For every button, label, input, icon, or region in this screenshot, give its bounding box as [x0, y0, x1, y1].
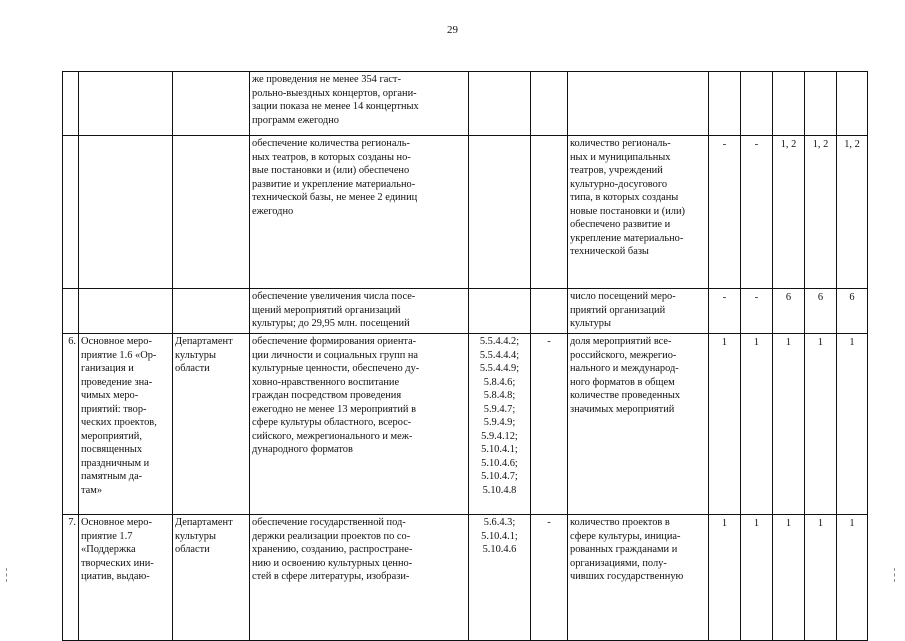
row-number — [63, 289, 79, 334]
expected-result-line: дународного форматов — [252, 444, 353, 455]
measure-name-line: Основное меро- — [81, 517, 152, 528]
expected-result-line: программ ежегодно — [252, 114, 339, 126]
indicator-line: доля мероприятий все- — [570, 336, 672, 347]
expected-result-line: ежегодно — [252, 205, 294, 217]
expected-result-line: граждан посредством проведения — [252, 390, 402, 401]
indicator-line: укрепление материально- — [570, 232, 684, 244]
program-codes-line: 5.10.4.1; — [481, 444, 518, 455]
expected-result-line: обеспечение государственной под- — [252, 517, 406, 528]
indicator-line: сфере культуры, инициа- — [570, 530, 681, 542]
column-6-value — [531, 136, 568, 289]
expected-result-line: щений мероприятий организаций — [252, 304, 401, 316]
program-codes-line: 5.8.4.8; — [483, 390, 516, 401]
row-number: 7. — [63, 515, 79, 641]
indicator-value-v5 — [837, 72, 868, 136]
indicator-value-v5: 6 — [837, 289, 868, 334]
program-codes-line: 5.9.4.9; — [483, 417, 516, 428]
indicator-line: типа, в которых созданы — [570, 192, 679, 203]
measure-name — [79, 289, 173, 334]
executor — [173, 515, 250, 641]
program-codes-line: 5.10.4.1; — [481, 530, 518, 542]
expected-result-line: сфере культуры областного, всерос- — [252, 417, 412, 428]
indicator-value-v5: 1 — [837, 334, 868, 515]
program-codes-line: 5.10.4.6 — [482, 544, 517, 555]
program-codes-line: 5.5.4.4.4; — [479, 349, 520, 361]
measure-name-line: там» — [81, 484, 103, 496]
measure-name-line: творческих ини- — [81, 557, 154, 569]
expected-result-line: культуры; до 29,95 млн. посещений — [252, 318, 410, 329]
measure-name-line: приятий: твор- — [81, 403, 147, 415]
indicator-line: технической базы — [570, 246, 649, 257]
indicator-line: новые постановки и (или) — [570, 205, 686, 217]
indicator-value-v3: 1, 2 — [773, 136, 805, 289]
indicator-value-v5: 1, 2 — [837, 136, 868, 289]
executor — [173, 72, 250, 136]
expected-result-line: зации показа не менее 14 концертных — [252, 101, 419, 112]
indicator-value-v4: 6 — [805, 289, 837, 334]
program-codes-line: 5.8.4.6; — [483, 376, 516, 388]
indicator — [568, 334, 709, 515]
expected-result-line: стей в сфере литературы, изобрази- — [252, 571, 410, 582]
indicator-line: российского, межрегио- — [570, 349, 677, 361]
indicator-line: значимых мероприятий — [570, 403, 675, 415]
program-codes — [469, 515, 531, 641]
indicator-value-v3: 1 — [773, 334, 805, 515]
measures-table — [62, 71, 868, 641]
program-codes — [469, 289, 531, 334]
indicator-value-v1 — [709, 72, 741, 136]
expected-result-line: обеспечение формирования ориента- — [252, 336, 417, 347]
measure-name-line: Основное меро- — [81, 336, 152, 347]
executor-line: Департамент — [175, 336, 233, 347]
indicator-value-v2: 1 — [741, 334, 773, 515]
binding-mark-left — [6, 568, 11, 582]
measure-name-line: ческих проектов, — [81, 417, 157, 428]
expected-result-line: хранению, созданию, распростране- — [252, 544, 413, 555]
indicator-value-v3: 6 — [773, 289, 805, 334]
indicator-line: театров, учреждений — [570, 165, 663, 176]
expected-result — [250, 334, 469, 515]
indicator — [568, 136, 709, 289]
indicator-line: чивших государственную — [570, 571, 684, 582]
program-codes-line: 5.10.4.8 — [482, 484, 517, 496]
measure-name — [79, 72, 173, 136]
expected-result-line: держки реализации проектов по со- — [252, 530, 411, 542]
measure-name-line: мероприятий, — [81, 430, 142, 442]
indicator-value-v4: 1, 2 — [805, 136, 837, 289]
indicator-line: количество проектов в — [570, 517, 670, 528]
expected-result-line: развитие и укрепление материально- — [252, 178, 416, 190]
measure-name-line: посвященных — [81, 444, 143, 455]
executor-line: области — [175, 363, 210, 374]
measure-name-line: «Поддержка — [81, 544, 136, 555]
expected-result-line: рольно-выездных концертов, органи- — [252, 87, 417, 99]
expected-result — [250, 289, 469, 334]
table-row — [63, 136, 868, 289]
measure-name-line: проведение зна- — [81, 376, 153, 388]
expected-result-line: культурные ценности, обеспечено ду- — [252, 363, 420, 374]
measure-name — [79, 515, 173, 641]
row-number — [63, 72, 79, 136]
indicator — [568, 289, 709, 334]
program-codes-line: 5.5.4.4.9; — [479, 363, 520, 374]
program-codes-line: 5.6.4.3; — [483, 517, 516, 528]
expected-result-line: ных театров, в которых созданы но- — [252, 151, 411, 163]
measure-name-line: чимых меро- — [81, 390, 139, 401]
program-codes-line: 5.10.4.6; — [481, 457, 518, 469]
expected-result — [250, 515, 469, 641]
executor — [173, 136, 250, 289]
program-codes — [469, 72, 531, 136]
indicator-value-v2: - — [741, 289, 773, 334]
expected-result-line: сийского, межрегионального и меж- — [252, 430, 413, 442]
measure-name-line: циатив, выдаю- — [81, 571, 150, 582]
executor — [173, 334, 250, 515]
indicator-line: организациями, полу- — [570, 557, 667, 569]
expected-result-line: ции личности и социальных групп на — [252, 349, 419, 361]
program-codes-line: 5.9.4.7; — [483, 403, 516, 415]
indicator-value-v5: 1 — [837, 515, 868, 641]
indicator-value-v3: 1 — [773, 515, 805, 641]
table-row — [63, 515, 868, 641]
expected-result-line: обеспечение количества региональ- — [252, 138, 410, 149]
program-codes — [469, 334, 531, 515]
expected-result-line: же проведения не менее 354 гаст- — [252, 74, 401, 85]
measure-name — [79, 136, 173, 289]
program-codes-line: 5.9.4.12; — [481, 430, 518, 442]
expected-result — [250, 136, 469, 289]
indicator — [568, 515, 709, 641]
expected-result-line: обеспечение увеличения числа посе- — [252, 291, 416, 302]
program-codes-line: 5.10.4.7; — [481, 471, 518, 482]
indicator-line: рованных гражданами и — [570, 544, 678, 555]
indicator-value-v2 — [741, 72, 773, 136]
indicator-value-v4: 1 — [805, 334, 837, 515]
expected-result-line: ховно-нравственного воспитание — [252, 376, 400, 388]
measure-name-line: приятие 1.7 — [81, 530, 133, 542]
table-row — [63, 72, 868, 136]
measure-name-line: памятным да- — [81, 471, 143, 482]
row-number: 6. — [63, 334, 79, 515]
column-6-value: - — [531, 515, 568, 641]
indicator-value-v3 — [773, 72, 805, 136]
indicator-value-v1: 1 — [709, 515, 741, 641]
executor-line: культуры — [175, 530, 216, 542]
row-number — [63, 136, 79, 289]
expected-result-line: вые постановки и (или) обеспечено — [252, 165, 410, 176]
measure-name-line: ганизация и — [81, 363, 134, 374]
column-6-value — [531, 289, 568, 334]
expected-result-line: технической базы, не менее 2 единиц — [252, 192, 418, 203]
indicator-line: количестве проведенных — [570, 390, 681, 401]
binding-mark-right — [894, 568, 899, 582]
column-6-value: - — [531, 334, 568, 515]
executor-line: Департамент — [175, 517, 233, 528]
indicator-value-v4: 1 — [805, 515, 837, 641]
indicator-value-v4 — [805, 72, 837, 136]
expected-result-line: нию и освоению культурных ценно- — [252, 557, 413, 569]
expected-result-line: ежегодно не менее 13 мероприятий в — [252, 403, 416, 415]
measure-name — [79, 334, 173, 515]
expected-result — [250, 72, 469, 136]
indicator-line: приятий организаций — [570, 304, 666, 316]
indicator-line: культуры — [570, 318, 611, 329]
indicator-line: обеспечено развитие и — [570, 219, 671, 230]
page-number: 29 — [447, 24, 458, 36]
indicator-line: число посещений меро- — [570, 291, 676, 302]
indicator-value-v1: - — [709, 289, 741, 334]
indicator-line: ного форматов в общем — [570, 376, 675, 388]
indicator-value-v1: 1 — [709, 334, 741, 515]
indicator-value-v2: 1 — [741, 515, 773, 641]
indicator-value-v1: - — [709, 136, 741, 289]
table-row — [63, 289, 868, 334]
executor-line: области — [175, 544, 210, 555]
indicator-value-v2: - — [741, 136, 773, 289]
program-codes-line: 5.5.4.4.2; — [479, 336, 520, 347]
indicator-line: количество региональ- — [570, 138, 671, 149]
indicator-line: культурно-досугового — [570, 178, 668, 190]
measure-name-line: приятие 1.6 «Ор- — [81, 349, 157, 361]
indicator-line: нального и международ- — [570, 363, 679, 374]
executor — [173, 289, 250, 334]
indicator — [568, 72, 709, 136]
executor-line: культуры — [175, 349, 216, 361]
column-6-value — [531, 72, 568, 136]
table-row — [63, 334, 868, 515]
indicator-line: ных и муниципальных — [570, 151, 671, 163]
measure-name-line: праздничным и — [81, 457, 150, 469]
program-codes — [469, 136, 531, 289]
